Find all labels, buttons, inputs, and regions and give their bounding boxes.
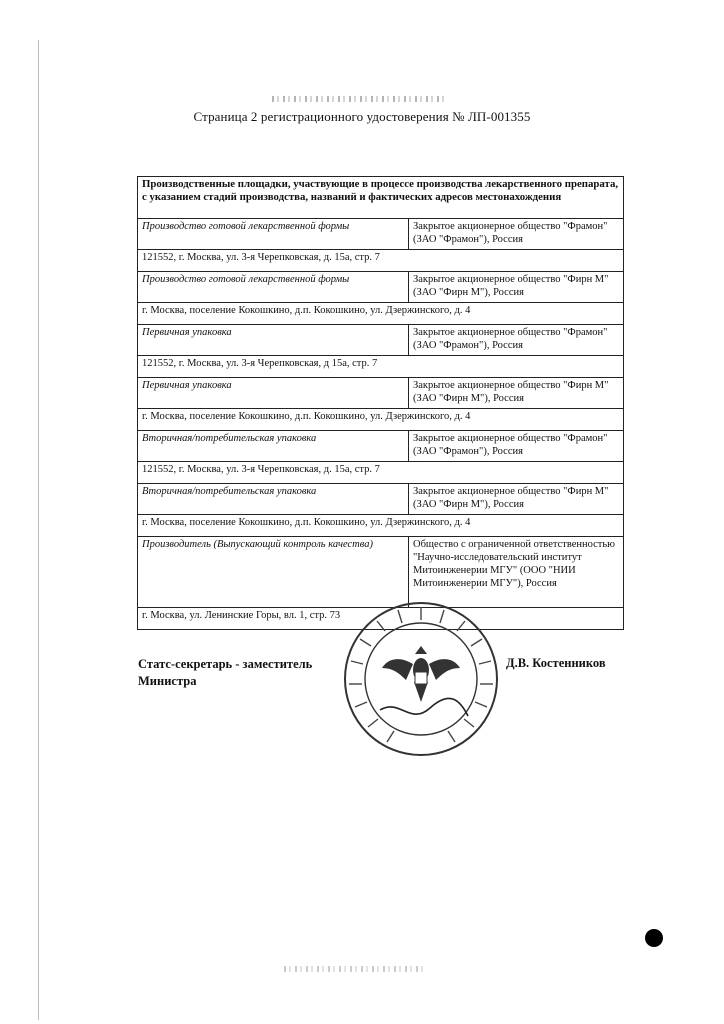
address-cell: 121552, г. Москва, ул. 3-я Черепковская, д. 15а, стр. 7 bbox=[138, 462, 624, 484]
signatory-name: Д.В. Костенников bbox=[506, 656, 606, 670]
table-row bbox=[138, 325, 624, 356]
production-sites-table bbox=[137, 176, 624, 630]
table-row bbox=[138, 356, 624, 378]
company-cell: Общество с ограниченной ответственностью "Научно-исследовательский институт Митоинженерии МГУ" (ООО "НИИ Митоинженерии МГУ"), Россия bbox=[409, 537, 624, 608]
stage-cell: Первичная упаковка bbox=[138, 325, 409, 356]
table-row bbox=[138, 409, 624, 431]
company-cell: Закрытое акционерное общество "Фирн М" (ЗАО "Фирн М"), Россия bbox=[409, 484, 624, 515]
company-cell: Закрытое акционерное общество "Фрамон" (ЗАО "Фрамон"), Россия bbox=[409, 431, 624, 462]
table-row bbox=[138, 250, 624, 272]
table-row bbox=[138, 219, 624, 250]
signatory-position bbox=[138, 656, 312, 690]
table-row bbox=[138, 272, 624, 303]
table-row bbox=[138, 484, 624, 515]
table-row bbox=[138, 303, 624, 325]
stage-cell: Вторичная/потребительская упаковка bbox=[138, 431, 409, 462]
address-cell: 121552, г. Москва, ул. 3-я Черепковская, д. 15а, стр. 7 bbox=[138, 250, 624, 272]
address-cell: г. Москва, поселение Кокошкино, д.п. Кокошкино, ул. Дзержинского, д. 4 bbox=[138, 303, 624, 325]
company-cell: Закрытое акционерное общество "Фирн М" (ЗАО "Фирн М"), Россия bbox=[409, 272, 624, 303]
address-cell: г. Москва, поселение Кокошкино, д.п. Кокошкино, ул. Дзержинского, д. 4 bbox=[138, 515, 624, 537]
scan-edge-line bbox=[38, 40, 39, 1020]
address-cell: 121552, г. Москва, ул. 3-я Черепковская, д 15а, стр. 7 bbox=[138, 356, 624, 378]
scan-noise-bottom bbox=[284, 966, 424, 972]
table-row bbox=[138, 537, 624, 608]
table-heading: Производственные площадки, участвующие в процессе производства лекарственного препарата, с указанием стадий производства, названий и фактических адресов местонахождения bbox=[138, 177, 624, 219]
scan-mark bbox=[645, 929, 663, 947]
table-row bbox=[138, 515, 624, 537]
stage-cell: Производство готовой лекарственной формы bbox=[138, 219, 409, 250]
table-row bbox=[138, 431, 624, 462]
stage-cell: Первичная упаковка bbox=[138, 378, 409, 409]
stage-cell: Производство готовой лекарственной формы bbox=[138, 272, 409, 303]
scan-noise-top bbox=[272, 96, 444, 102]
company-cell: Закрытое акционерное общество "Фрамон" (ЗАО "Фрамон"), Россия bbox=[409, 219, 624, 250]
table-row bbox=[138, 462, 624, 484]
signatory-position-line1: Статс-секретарь - заместитель bbox=[138, 657, 313, 671]
official-seal-icon bbox=[340, 598, 502, 760]
stage-cell: Вторичная/потребительская упаковка bbox=[138, 484, 409, 515]
company-cell: Закрытое акционерное общество "Фирн М" (ЗАО "Фирн М"), Россия bbox=[409, 378, 624, 409]
address-cell: г. Москва, поселение Кокошкино, д.п. Кокошкино, ул. Дзержинского, д. 4 bbox=[138, 409, 624, 431]
stage-cell: Производитель (Выпускающий контроль качества) bbox=[138, 537, 409, 608]
signatory-position-line2: Министра bbox=[138, 674, 197, 688]
page-title: Страница 2 регистрационного удостоверения № ЛП-001355 bbox=[193, 109, 531, 124]
company-cell: Закрытое акционерное общество "Фрамон" (ЗАО "Фрамон"), Россия bbox=[409, 325, 624, 356]
table-row bbox=[138, 378, 624, 409]
address-cell: г. Москва, ул. Ленинские Горы, вл. 1, стр. 73 bbox=[138, 608, 624, 630]
